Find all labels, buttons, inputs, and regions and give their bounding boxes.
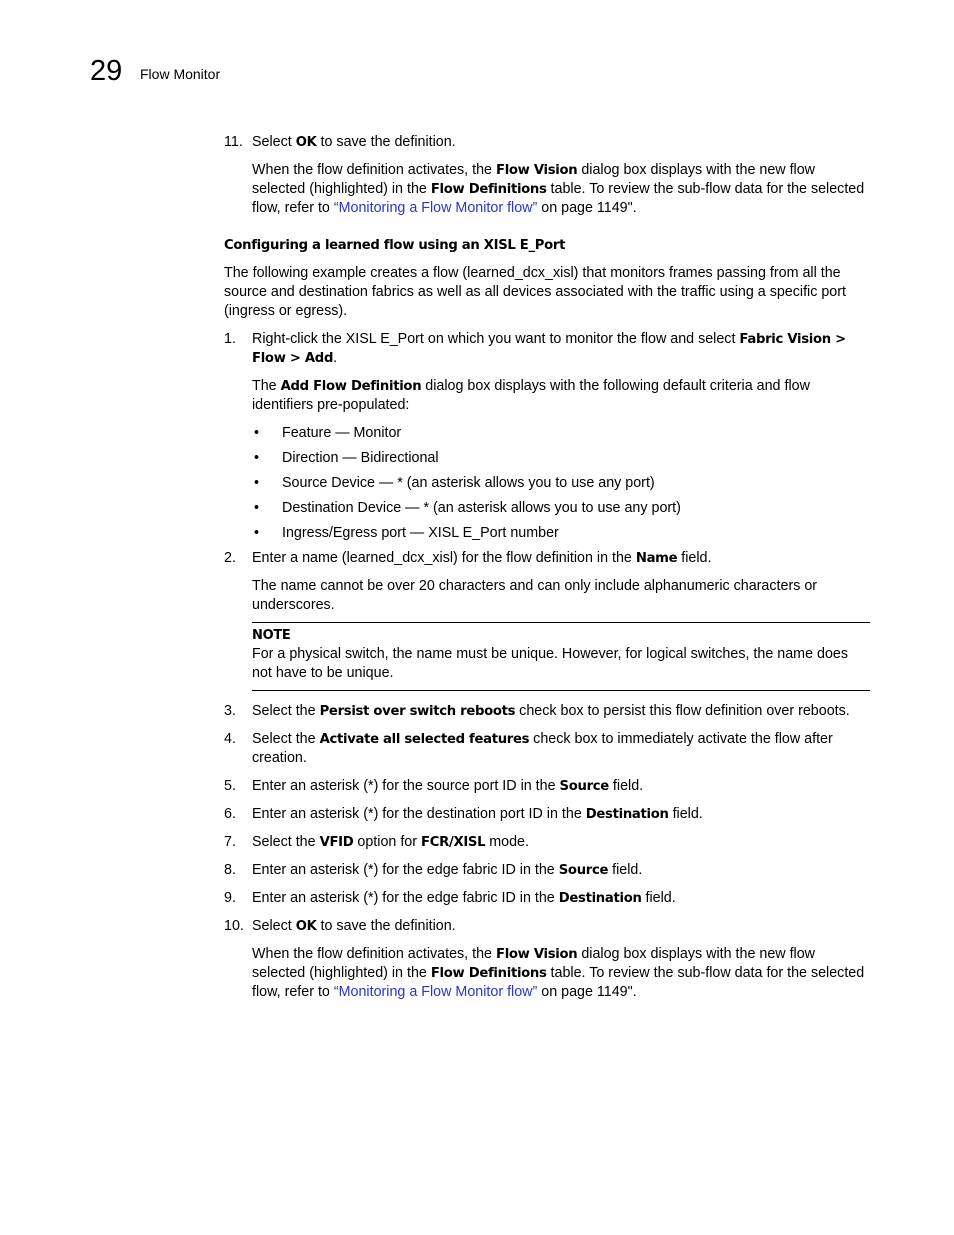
step-text: Select the Activate all selected features check box to immediately activate the flow after creation. [252, 731, 833, 766]
bullet-icon: • [254, 425, 260, 441]
bullet-icon: • [254, 525, 260, 541]
step-text: Enter an asterisk (*) for the source port ID in the Source field. [252, 778, 644, 794]
step-2-paragraph: The name cannot be over 20 characters and can only include alphanumeric characters or underscores. [252, 578, 818, 613]
activation-paragraph: When the flow definition activates, the Flow Vision dialog box displays with the new flow selected (highlighted) in the Flow Definitions table. To review the sub-flow data for the selected flow, refer to “Monitoring a Flow Monitor flow” on page 1149". [252, 946, 865, 1000]
step-text: Enter an asterisk (*) for the destination port ID in the Destination field. [252, 806, 703, 822]
step-text: Enter a name (learned_dcx_xisl) for the flow definition in the Name field. [252, 550, 712, 566]
list-item: • Destination Device — * (an asterisk allows you to use any port) [254, 500, 681, 516]
list-item: • Feature — Monitor [254, 425, 402, 441]
bullet-icon: • [254, 500, 260, 516]
step-10 [224, 917, 870, 936]
page-content [224, 133, 870, 1002]
note-box [252, 622, 870, 691]
step-number: 3. [224, 703, 236, 719]
note-text: For a physical switch, the name must be unique. However, for logical switches, the name does not have to be unique. [252, 646, 848, 681]
step-number: 10. [224, 918, 244, 934]
chapter-number: 29 [90, 55, 123, 87]
activation-paragraph: When the flow definition activates, the Flow Vision dialog box displays with the new flow selected (highlighted) in the Flow Definitions table. To review the sub-flow data for the selected flow, refer to “Monitoring a Flow Monitor flow” on page 1149". [252, 162, 865, 216]
step-number: 2. [224, 550, 236, 566]
step-4 [224, 730, 870, 768]
bullet-icon: • [254, 450, 260, 466]
step-number: 9. [224, 890, 236, 906]
step-5 [224, 777, 870, 796]
step-number: 4. [224, 731, 236, 747]
step-2 [224, 549, 870, 568]
step-number: 11. [224, 134, 243, 150]
step-text: Select the VFID option for FCR/XISL mode. [252, 834, 529, 850]
step-number: 1. [224, 331, 236, 347]
step-text: Select OK to save the definition. [252, 134, 456, 150]
chapter-title: Flow Monitor [140, 66, 221, 82]
list-item: • Source Device — * (an asterisk allows you to use any port) [254, 475, 655, 491]
bullet-icon: • [254, 475, 260, 491]
step-1-paragraph: The Add Flow Definition dialog box displays with the following default criteria and flow identifiers pre-populated: [252, 378, 810, 413]
step-text: Right-click the XISL E_Port on which you want to monitor the flow and select Fabric Vision > Flow > Add. [252, 331, 846, 366]
list-item: • Direction — Bidirectional [254, 450, 439, 466]
section-heading: Configuring a learned flow using an XISL E_Port [224, 238, 566, 253]
step-number: 5. [224, 778, 236, 794]
step-text: Select the Persist over switch reboots check box to persist this flow definition over reboots. [252, 703, 850, 719]
step-number: 7. [224, 834, 236, 850]
step-3 [224, 702, 870, 721]
step-text: Select OK to save the definition. [252, 918, 456, 934]
monitoring-flow-link[interactable]: “Monitoring a Flow Monitor flow” [333, 984, 538, 1000]
step-text: Enter an asterisk (*) for the edge fabric ID in the Destination field. [252, 890, 676, 906]
note-label: NOTE [252, 628, 291, 643]
step-number: 8. [224, 862, 236, 878]
step-6 [224, 805, 870, 824]
list-item: • Ingress/Egress port — XISL E_Port number [254, 525, 559, 541]
step-11 [224, 133, 870, 152]
step-8 [224, 861, 870, 880]
default-criteria-list [252, 424, 870, 543]
monitoring-flow-link[interactable]: “Monitoring a Flow Monitor flow” [333, 200, 538, 216]
intro-paragraph: The following example creates a flow (learned_dcx_xisl) that monitors frames passing from all the source and destination fabrics as well as all devices associated with the traffic using a specific port (ingress or egress). [224, 265, 846, 319]
step-number: 6. [224, 806, 236, 822]
step-9 [224, 889, 870, 908]
step-text: Enter an asterisk (*) for the edge fabric ID in the Source field. [252, 862, 643, 878]
step-1 [224, 330, 870, 368]
step-7 [224, 833, 870, 852]
